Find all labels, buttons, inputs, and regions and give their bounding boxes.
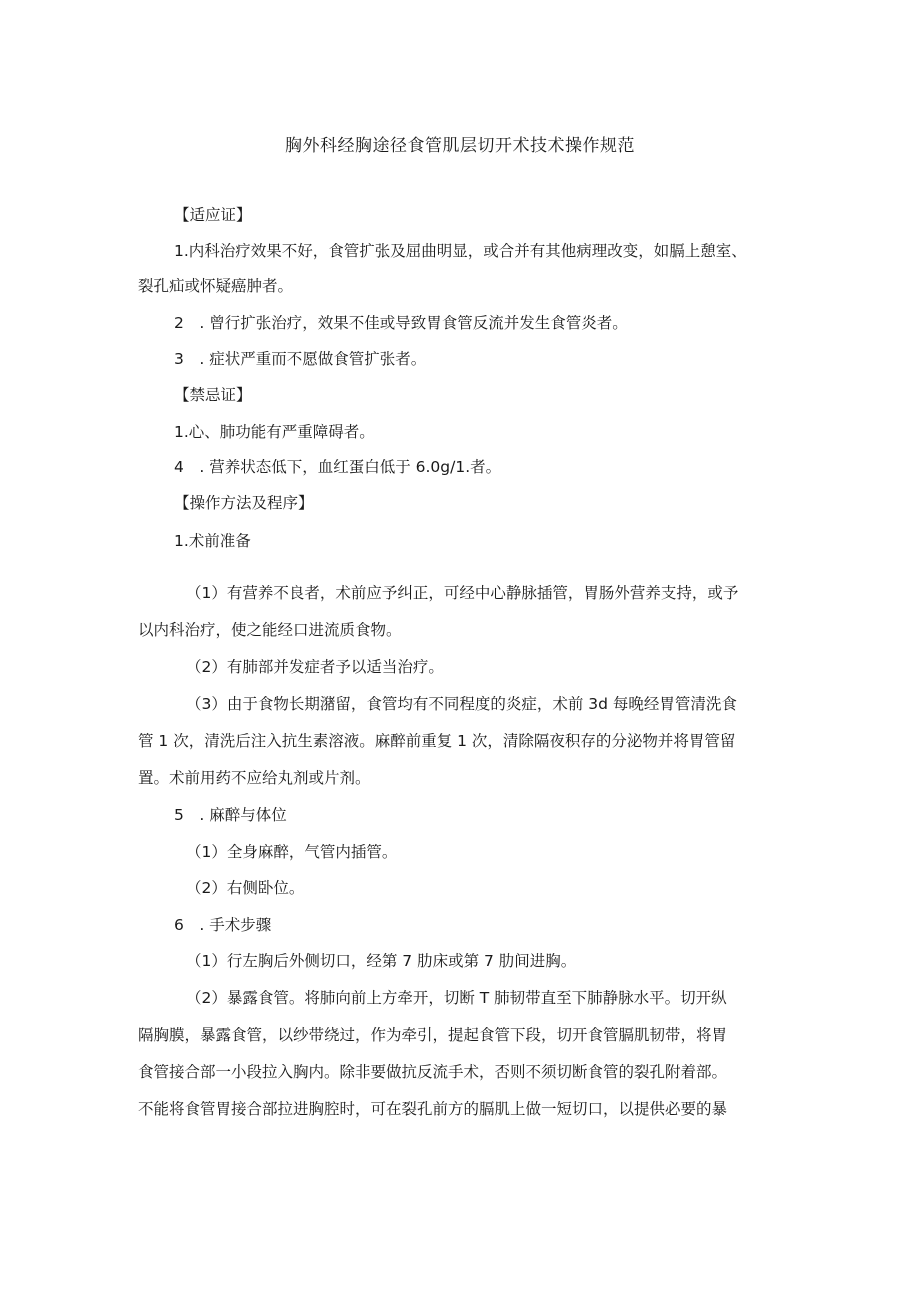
list-item: 2 . 曾行扩张治疗，效果不佳或导致胃食管反流并发生食管炎者。	[174, 314, 628, 332]
paragraph-line: （1）有营养不良者，术前应予纠正，可经中心静脉插管，胃肠外营养支持，或予	[186, 584, 739, 602]
paragraph-line: （2）暴露食管。将肺向前上方牵开，切断 T 肺韧带直至下肺静脉水平。切开纵	[186, 989, 727, 1007]
paragraph-line: 以内科治疗，使之能经口进流质食物。	[138, 621, 402, 639]
list-item: 1.心、肺功能有严重障碍者。	[174, 423, 375, 441]
section-heading-procedure: 【操作方法及程序】	[174, 494, 314, 512]
paragraph-line: 管 1 次，清洗后注入抗生素溶液。麻醉前重复 1 次，清除隔夜积存的分泌物并将胃管留	[138, 732, 736, 750]
section-heading-contraindications: 【禁忌证】	[174, 386, 252, 404]
paragraph-line: 1.内科治疗效果不好，食管扩张及屈曲明显，或合并有其他病理改变，如膈上憩室、	[174, 242, 747, 260]
section-heading-indications: 【适应证】	[174, 206, 252, 224]
subsection-heading: 6 . 手术步骤	[174, 916, 272, 934]
paragraph-line: （3）由于食物长期潴留，食管均有不同程度的炎症，术前 3d 每晚经胃管清洗食	[186, 695, 737, 713]
subsection-heading: 5 . 麻醉与体位	[174, 806, 287, 824]
paragraph-line: 不能将食管胃接合部拉进胸腔时，可在裂孔前方的膈肌上做一短切口，以提供必要的暴	[138, 1100, 728, 1118]
document-title: 胸外科经胸途径食管肌层切开术技术操作规范	[285, 136, 635, 156]
subsection-heading: 1.术前准备	[174, 532, 251, 550]
paragraph-line: （1）全身麻醉，气管内插管。	[186, 843, 398, 861]
paragraph-line: 置。术前用药不应给丸剂或片剂。	[138, 769, 371, 787]
paragraph-line: （2）有肺部并发症者予以适当治疗。	[186, 658, 444, 676]
paragraph-line: （1）行左胸后外侧切口，经第 7 肋床或第 7 肋间进胸。	[186, 952, 577, 970]
paragraph-line: （2）右侧卧位。	[186, 879, 305, 897]
paragraph-line: 裂孔疝或怀疑癌肿者。	[138, 277, 294, 295]
paragraph-line: 隔胸膜，暴露食管，以纱带绕过，作为牵引，提起食管下段，切开食管膈肌韧带，将胃	[138, 1026, 728, 1044]
paragraph-line: 食管接合部一小段拉入胸内。除非要做抗反流手术，否则不须切断食管的裂孔附着部。	[138, 1063, 728, 1081]
list-item: 4 . 营养状态低下，血红蛋白低于 6.0g∕1.者。	[174, 458, 502, 476]
list-item: 3 . 症状严重而不愿做食管扩张者。	[174, 350, 427, 368]
